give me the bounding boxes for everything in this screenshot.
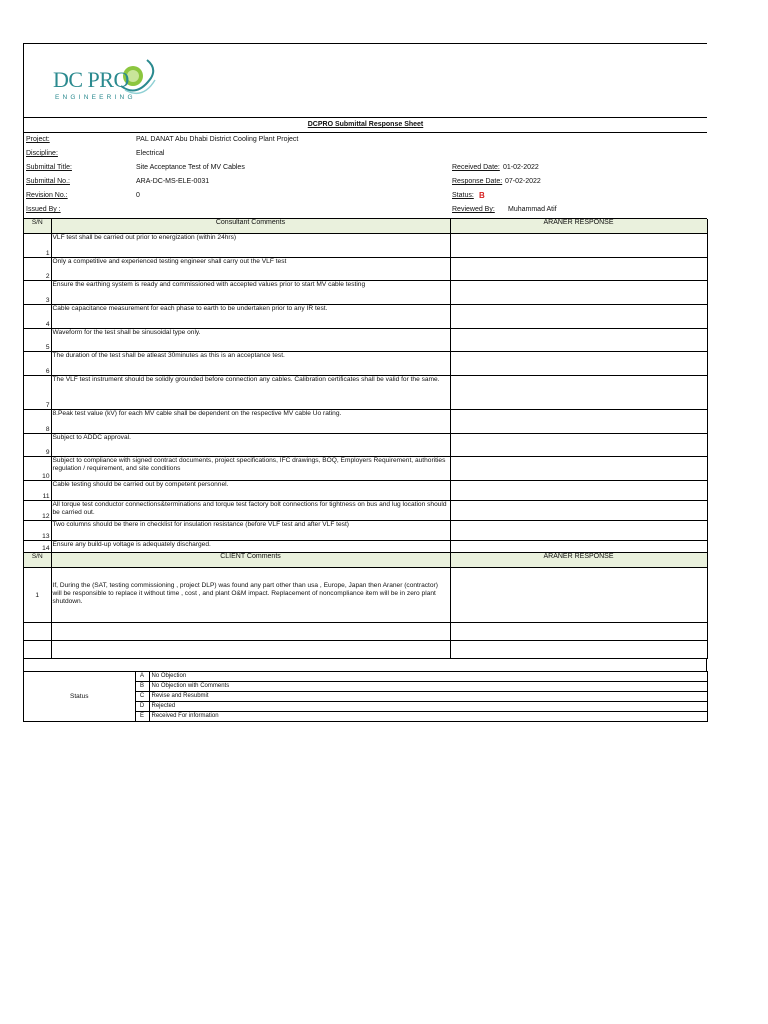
logo-tagline: ENGINEERING [55,94,136,101]
row-number: 1 [24,568,51,623]
status-legend-row [24,672,707,682]
araner-response-cell[interactable] [450,481,707,501]
consultant-comment-text: The duration of the test shall be atleast 30minutes as this is an acceptance test. [51,352,450,376]
submittal-response-sheet [23,43,707,722]
status-legend-label: Status [24,672,135,722]
spacer-row [24,659,707,671]
logo-wordmark: DC PRO [53,67,129,92]
araner-response-cell[interactable] [450,434,707,457]
response-date-value: 07-02-2022 [505,178,541,185]
info-row-submittal-title [24,161,704,175]
consultant-comment-row [24,501,707,521]
row-number: 3 [24,281,51,305]
araner-response-cell[interactable] [450,623,707,641]
status-code: A [135,672,149,682]
status-description: Rejected [149,702,707,712]
consultant-comment-text: Subject to compliance with signed contract documents, project specifications, IFC drawings, BOQ, Employers Requirement, authorities regulation / requirement, and site conditions [51,457,450,481]
status-code: B [135,682,149,692]
consultant-comment-row [24,481,707,501]
consultant-comment-row [24,541,707,553]
araner-response-cell[interactable] [450,410,707,434]
info-row-revision [24,189,704,203]
info-row-discipline [24,147,704,161]
araner-response-header: ARANER RESPONSE [450,219,707,234]
araner-response-cell[interactable] [450,521,707,541]
consultant-comment-row [24,281,707,305]
row-number: 5 [24,329,51,352]
row-number: 11 [24,481,51,501]
consultant-comment-text: All torque test conductor connections&terminations and torque test factory bolt connections for tightness on bus and lug location should be carried out. [51,501,450,521]
consultant-comment-row [24,434,707,457]
araner-response-cell[interactable] [450,568,707,623]
revision-value: 0 [136,192,140,199]
consultant-comment-text: Cable testing should be carried out by competent personnel. [51,481,450,501]
info-row-project [24,133,704,147]
consultant-comment-text: Only a competitive and experienced testing engineer shall carry out the VLF test [51,258,450,281]
revision-label: Revision No.: [26,192,68,199]
sn-header: S/N [24,219,51,234]
row-number: 13 [24,521,51,541]
consultant-comment-text: 8.Peak test value (kV) for each MV cable shall be dependent on the respective MV cable Uo rating. [51,410,450,434]
consultant-comment-row [24,521,707,541]
status-label: Status: [452,192,474,199]
araner-response-cell[interactable] [450,352,707,376]
consultant-comment-text: Waveform for the test shall be sinusoidal type only. [51,329,450,352]
status-code: D [135,702,149,712]
row-number [24,623,51,641]
received-date-label: Received Date: [452,164,500,171]
company-logo [53,56,183,108]
row-number: 2 [24,258,51,281]
consultant-comment-text: VLF test shall be carried out prior to energization (within 24hrs) [51,234,450,258]
client-comments-header: CLIENT Comments [51,553,450,568]
araner-response-cell[interactable] [450,501,707,521]
row-number: 9 [24,434,51,457]
row-number: 12 [24,501,51,521]
consultant-header-row [24,219,707,234]
consultant-comment-row [24,305,707,329]
consultant-comment-row [24,329,707,352]
response-date-label: Response Date: [452,178,503,185]
araner-response-cell[interactable] [450,234,707,258]
status-description: Received For information [149,712,707,722]
status-value: B [479,191,485,200]
consultant-comment-text: Two columns should be there in checklist for insulation resistance (before VLF test and after VLF test) [51,521,450,541]
submittal-title-label: Submittal Title: [26,164,72,171]
issued-by-label: Issued By : [26,206,61,213]
consultant-comment-text: Ensure the earthing system is ready and commissioned with accepted values prior to start MV cable testing [51,281,450,305]
project-label: Project: [26,136,50,143]
client-comment-row [24,568,707,623]
araner-response-cell[interactable] [450,541,707,553]
araner-response-cell[interactable] [450,376,707,410]
araner-response-header: ARANER RESPONSE [450,553,707,568]
consultant-comment-text: The VLF test instrument should be solidly grounded before connection any cables. Calibration certificates shall be valid for the same. [51,376,450,410]
status-code: E [135,712,149,722]
consultant-comment-text: Cable capacitance measurement for each phase to earth to be undertaken prior to any IR test. [51,305,450,329]
consultant-comment-text: Ensure any build-up voltage is adequately discharged. [51,541,450,553]
sheet-title: DCPRO Submittal Response Sheet [24,118,707,133]
submittal-no-value: ARA-DC-MS-ELE-0031 [136,178,210,185]
row-number: 8 [24,410,51,434]
consultant-comments-header: Consultant Comments [51,219,450,234]
client-comments-table [24,553,708,659]
status-legend-table [24,671,708,722]
status-code: C [135,692,149,702]
reviewed-by-label: Reviewed By: [452,206,495,213]
status-description: No Objection [149,672,707,682]
submittal-no-label: Submittal No.: [26,178,70,185]
client-comment-text [51,623,450,641]
araner-response-cell[interactable] [450,281,707,305]
araner-response-cell[interactable] [450,457,707,481]
consultant-comments-table [24,219,708,553]
consultant-comment-row [24,376,707,410]
submittal-info [24,133,707,219]
consultant-comment-row [24,352,707,376]
row-number: 10 [24,457,51,481]
client-comment-row [24,623,707,641]
status-description: No Objection with Comments [149,682,707,692]
client-header-row [24,553,707,568]
received-date-value: 01-02-2022 [503,164,539,171]
info-row-issued [24,203,704,217]
araner-response-cell[interactable] [450,305,707,329]
client-comment-text [51,641,450,659]
discipline-value: Electrical [136,150,165,157]
consultant-comment-row [24,234,707,258]
consultant-comment-row [24,457,707,481]
row-number [24,641,51,659]
araner-response-cell[interactable] [450,641,707,659]
consultant-comment-row [24,258,707,281]
row-number: 1 [24,234,51,258]
submittal-title-value: Site Acceptance Test of MV Cables [136,164,245,171]
araner-response-cell[interactable] [450,258,707,281]
discipline-label: Discipline: [26,150,58,157]
row-number: 4 [24,305,51,329]
status-description: Revise and Resubmit [149,692,707,702]
project-value: PAL DANAT Abu Dhabi District Cooling Plant Project [136,136,299,143]
row-number: 7 [24,376,51,410]
sn-header: S/N [24,553,51,568]
consultant-comment-row [24,410,707,434]
header-logo-area [24,44,707,118]
consultant-comment-text: Subject to ADDC approval. [51,434,450,457]
araner-response-cell[interactable] [450,329,707,352]
client-comment-row [24,641,707,659]
info-row-submittal-no [24,175,704,189]
row-number: 14 [24,541,51,553]
reviewed-by-value: Muhammad Atif [508,206,557,213]
client-comment-text: If, During the (SAT, testing commissioning , project DLP) was found any part other than usa , Europe, Japan then Araner (contractor) will be responsible to replace it without time , cost , and plant O&M impact. Replacement of noncompliance item will be in zero plant shutdown. [51,568,450,623]
row-number: 6 [24,352,51,376]
